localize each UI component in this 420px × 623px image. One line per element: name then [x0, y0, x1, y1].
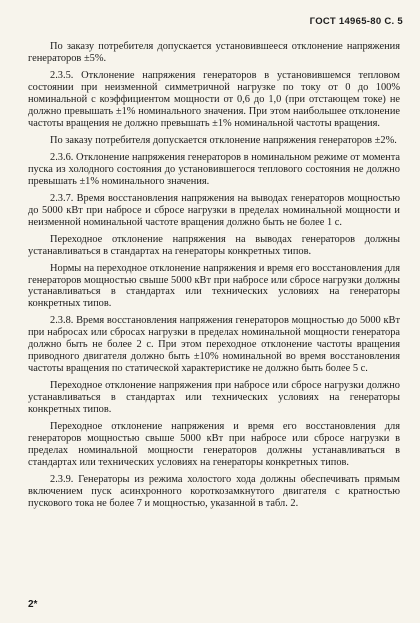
paragraph: Переходное отклонение напряжения на выводах генераторов должны устанавливаться в стандартах на генераторы конкретных типов. [28, 233, 400, 257]
paragraph: 2.3.7. Время восстановления напряжения на выводах генераторов мощностью до 5000 кВт при набросе и сбросе нагрузки в пределах номинальной мощности и неизменной номинальной частоте вращения должно быть не более 1 с. [28, 192, 400, 228]
page-mark: 2* [28, 599, 38, 610]
paragraph: По заказу потребителя допускается отклонение напряжения генераторов ±2%. [50, 134, 397, 146]
paragraph: Нормы на переходное отклонение напряжения и время его восстановления для генераторов мощностью свыше 5000 кВт при набросе или сбросе нагрузки должны устанавливаться в стандартах или технических условиях на генераторы конкретных типов. [28, 262, 400, 310]
paragraph: 2.3.5. Отклонение напряжения генераторов в установившемся тепловом состоянии при неизменной симметричной нагрузке по току от 0 до 100% номинальной с коэффициентом мощности от 0,6 до 1,0 (при отстающем токе) не должно превышать ±1% номинального значения. При этом наибольшее отклонение частоты вращения не должно превышать ±1% номинальной частоты вращения. [28, 70, 400, 129]
paragraph: 2.3.8. Время восстановления напряжения генераторов мощностью до 5000 кВт при набросах или сбросах нагрузки в пределах номинальной мощности генератора должно быть не более 2 с. При этом переходное отклонение частоты вращения приводного двигателя должно быть ±10% номинальной во время восстановления частоты вращения по статической характеристике не должно быть более 5 с. [28, 315, 400, 375]
paragraph: 2.3.9. Генераторы из режима холостого хода должны обеспечивать прямым включением пуск асинхронного короткозамкнутого двигателя с кратностью пускового тока не более 7 и мощностью, указанной в табл. 2. [28, 473, 400, 509]
paragraph: Переходное отклонение напряжения и время его восстановления для генераторов мощностью свыше 5000 кВт при набросе или сбросе нагрузки в пределах номинальной мощности генераторов должны устанавливаться в стандартах или технических условиях на генераторы конкретных типов. [28, 421, 400, 468]
paragraph: По заказу потребителя допускается установившееся отклонение напряжения генераторов ±5%. [28, 41, 400, 64]
paragraph: 2.3.6. Отклонение напряжения генераторов в номинальном режиме от момента пуска из холодного состояния до установившегося теплового состояния не должно превышать ±1% номинального значения. [28, 151, 400, 187]
page-header: ГОСТ 14965-80 С. 5 [309, 16, 403, 27]
paragraph: Переходное отклонение напряжения при набросе или сбросе нагрузки должно устанавливаться в стандартах или технических условиях на генераторы конкретных типов. [28, 380, 400, 415]
document-body [28, 41, 400, 515]
